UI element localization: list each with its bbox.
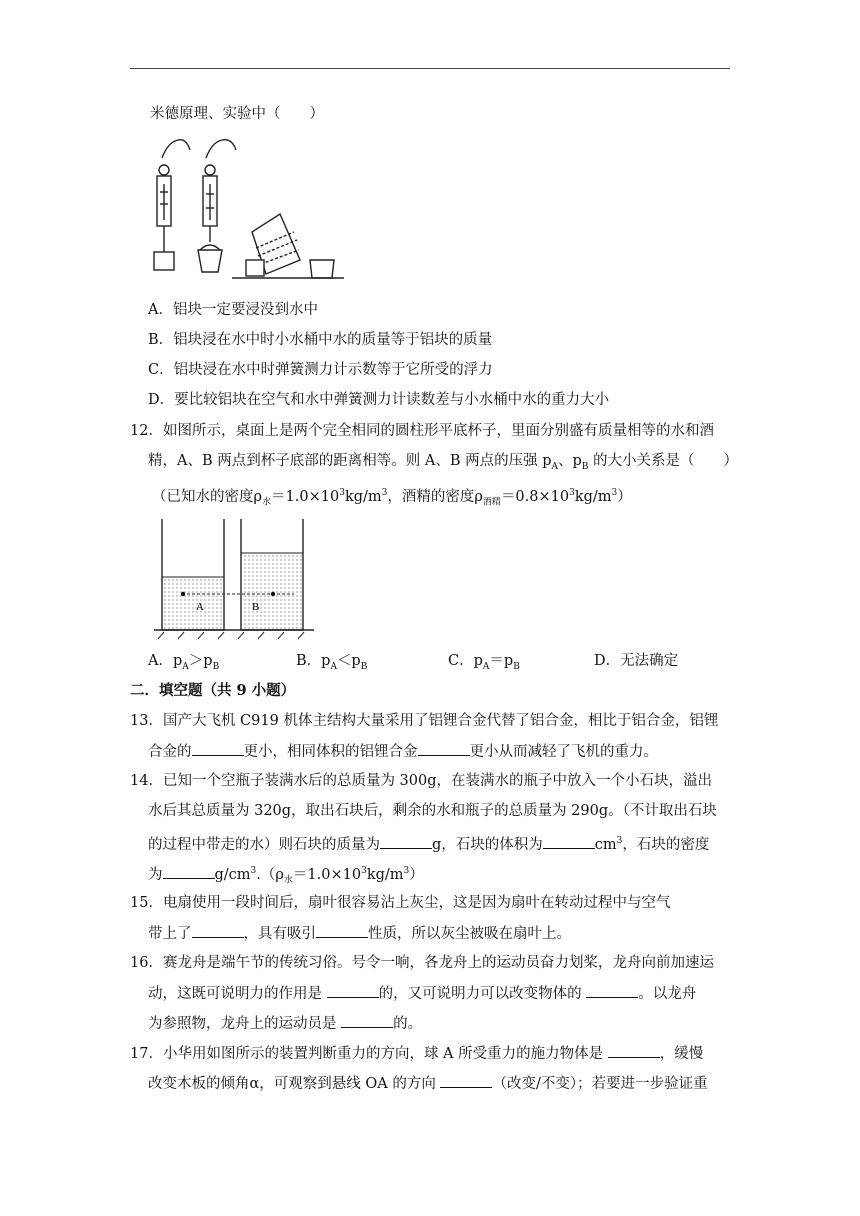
q11-option-d: D．要比较铝块在空气和水中弹簧测力计读数差与小水桶中水的重力大小 — [148, 392, 610, 408]
q12-label-b: B — [252, 601, 260, 613]
answer-blank[interactable] — [543, 834, 595, 849]
q14-line3: 的过程中带走的水）则石块的质量为 g，石块的体积为 $cm^3$，石块的密度 — [148, 831, 709, 855]
answer-blank[interactable] — [192, 741, 244, 756]
q11-option-c: C．铝块浸在水中时弹簧测力计示数等于它所受的浮力 — [148, 362, 493, 378]
q12-figure — [152, 515, 320, 641]
q12-label-a: A — [196, 601, 204, 613]
answer-blank[interactable] — [608, 1043, 660, 1058]
page-header-rule — [130, 68, 730, 69]
q11-stem: 米德原理、实验中（ ） — [150, 106, 324, 122]
answer-blank[interactable] — [316, 923, 368, 938]
q13-line1: 13．国产大飞机 C919 机体主结构大量采用了铝锂合金代替了铝合金，相比于铝合金，铝锂 — [130, 713, 719, 729]
answer-blank[interactable] — [586, 983, 638, 998]
q12-option-b: B．$p_A<p_B$ — [296, 653, 368, 672]
answer-blank[interactable] — [163, 864, 215, 879]
q14-line2: 水后其总质量为 320g，取出石块后，剩余的水和瓶子的总质量为 290g。（不计取出石块 — [148, 803, 717, 819]
q12-option-d: D．无法确定 — [594, 653, 679, 669]
answer-blank[interactable] — [418, 741, 470, 756]
q17-line2: 改变木板的倾角α，可观察到悬线 OA 的方向 （改变/不变）；若要进一步验证重 — [148, 1073, 708, 1094]
q12-stem-line1: 12．如图所示，桌面上是两个完全相同的圆柱形平底杯子，里面分别盛有质量相等的水和酒 — [130, 423, 714, 439]
q15-line1: 15．电扇使用一段时间后，扇叶很容易沾上灰尘，这是因为扇叶在转动过程中与空气 — [130, 895, 671, 911]
q14-line1: 14．已知一个空瓶子装满水后的总质量为 300g，在装满水的瓶子中放入一个小石块，溢出 — [130, 773, 713, 789]
q12-option-c: C．$p_A=p_B$ — [448, 653, 520, 672]
q16-line2: 动，这既可说明力的作用是 的，又可说明力可以改变物体的 。以龙舟 — [148, 983, 696, 1004]
answer-blank[interactable] — [327, 983, 379, 998]
q14-line4: 为 $g/cm^3.(\rho_水=1.0\times 10^3kg/m^3)$ — [148, 861, 424, 891]
q16-line1: 16．赛龙舟是端午节的传统习俗。号令一响，各龙舟上的运动员奋力划桨，龙舟向前加速运 — [130, 955, 714, 971]
q12-stem-line3: （已知水的密度$\rho_水=1.0\times 10^3kg/m^3$，酒精的密度$\rho_{酒精}=0.8\times 10^3kg/m^3$） — [152, 488, 632, 508]
answer-blank[interactable] — [440, 1073, 492, 1088]
answer-blank[interactable] — [341, 1013, 393, 1028]
q12-option-a: A．$p_A>p_B$ — [148, 653, 220, 672]
answer-blank[interactable] — [192, 923, 244, 938]
answer-blank[interactable] — [380, 834, 432, 849]
q15-line2: 带上了 ，具有吸引 性质，所以灰尘被吸在扇叶上。 — [148, 923, 571, 944]
q12-stem-line2: 精，A、B 两点到杯子底部的距离相等。则 A、B 两点的压强 $p_A$、$p_B$ 的大小关系是（ ） — [148, 453, 739, 472]
q11-option-b: B．铝块浸在水中时小水桶中水的质量等于铝块的质量 — [148, 332, 493, 348]
q16-line3: 为参照物，龙舟上的运动员是 的。 — [148, 1013, 422, 1034]
section-title-fill-in: 二．填空题（共 9 小题） — [130, 682, 296, 699]
q13-line2: 合金的 更小，相同体积的铝锂合金 更小从而减轻了飞机的重力。 — [148, 741, 658, 762]
q17-line1: 17．小华用如图所示的装置判断重力的方向，球 A 所受重力的施力物体是 ，缓慢 — [130, 1043, 703, 1064]
q11-figure — [148, 132, 348, 290]
q11-option-a: A．铝块一定要浸没到水中 — [148, 302, 318, 318]
